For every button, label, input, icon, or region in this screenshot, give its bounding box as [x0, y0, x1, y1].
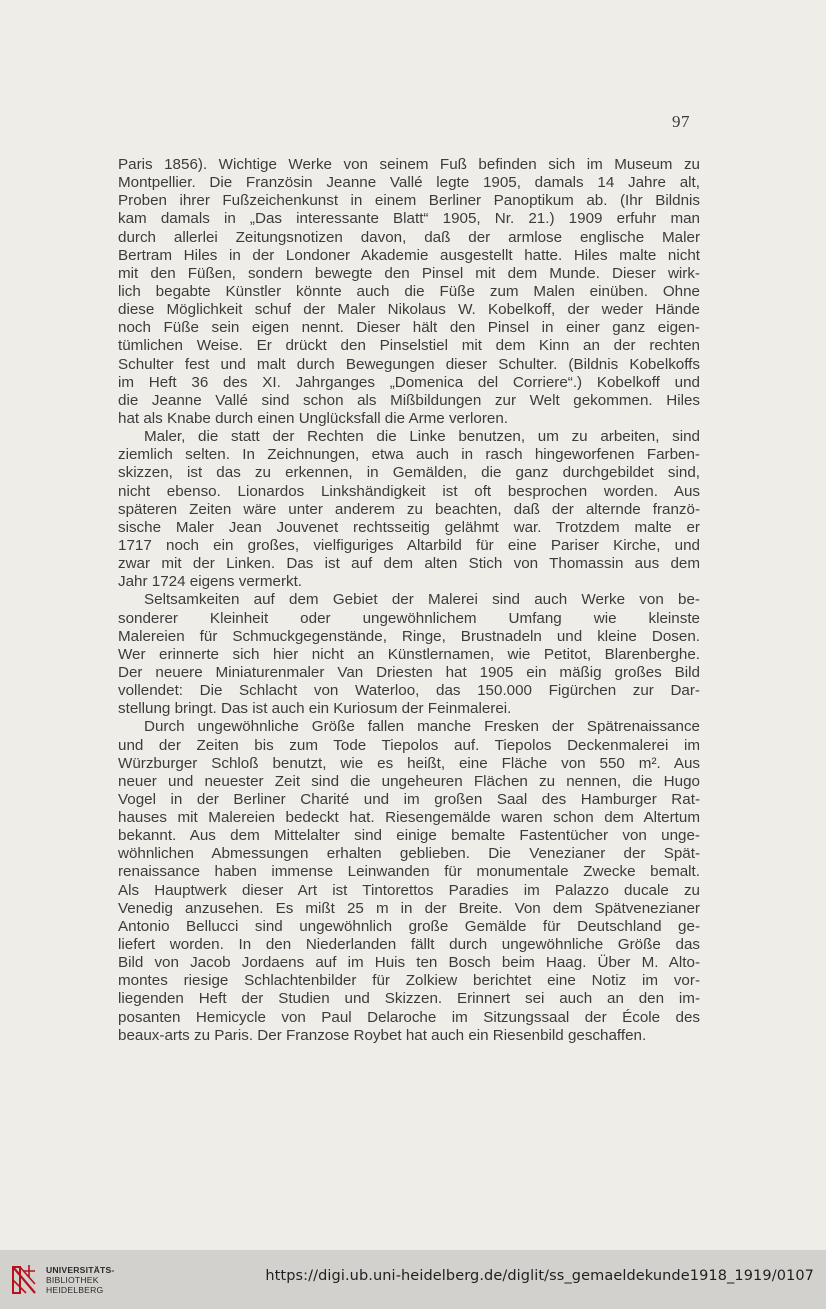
- text-line: neuer und neuester Zeit sind die ungeheuren Flächen zu nennen, die Hugo: [118, 772, 700, 790]
- text-line: Proben ihrer Fußzeichenkunst in einem Berliner Panoptikum ab. (Ihr Bildnis: [118, 192, 700, 210]
- text-line: lich begabte Künstler könnte auch die Füße zum Malen einüben. Ohne: [118, 282, 700, 300]
- text-line: posanten Hemicycle von Paul Delaroche im Sitzungssaal der École des: [118, 1008, 700, 1026]
- institution-line-3: HEIDELBERG: [46, 1285, 104, 1295]
- text-line: liegenden Heft der Studien und Skizzen. Erinnert sei auch an den im-: [118, 990, 700, 1008]
- text-line: durch allerlei Zeitungsnotizen davon, daß der armlose englische Maler: [118, 228, 700, 246]
- text-line: zwar mit der Linken. Das ist auf dem alten Stich von Thomassin aus dem: [118, 555, 700, 573]
- text-line: Schulter fest und malt durch Bewegungen dieser Schulter. (Bildnis Kobelkoffs: [118, 355, 700, 373]
- text-line: Bild von Jacob Jordaens auf im Huis ten Bosch beim Haag. Über M. Alto-: [118, 954, 700, 972]
- text-line: noch Füße sein eigen nennt. Dieser hält den Pinsel in einer ganz eigen-: [118, 319, 700, 337]
- text-line: Würzburger Schloß benutzt, wie es heißt, eine Fläche von 550 m². Aus: [118, 754, 700, 772]
- text-line: sonderer Kleinheit oder ungewöhnlichem Umfang wie kleinste: [118, 609, 700, 627]
- text-line: hat als Knabe durch einen Unglücksfall die Arme verloren.: [118, 409, 509, 427]
- text-line: Seltsamkeiten auf dem Gebiet der Malerei sind auch Werke von be-: [144, 591, 700, 609]
- page-number: 97: [672, 112, 690, 131]
- text-line: Paris 1856). Wichtige Werke von seinem Fuß befinden sich im Museum zu: [118, 156, 700, 173]
- text-line: tümlichen Weise. Er drückt den Pinselstiel mit dem Kinn an der rechten: [118, 337, 700, 355]
- text-line: Der neuere Miniaturenmaler Van Driesten hat 1905 ein mäßig großes Bild: [118, 663, 700, 681]
- body-text: [118, 156, 700, 1045]
- institution-line-1: UNIVERSITÄTS-: [46, 1265, 115, 1275]
- text-line: die Jeanne Vallé sind schon als Mißbildungen zur Welt gekommen. Hiles: [118, 391, 700, 409]
- text-line: Bertram Hiles in der Londoner Akademie ausgestellt hatte. Hiles malte nicht: [118, 246, 700, 264]
- text-line: im Heft 36 des XI. Jahrganges „Domenica del Corriere“.) Kobelkoff und: [118, 373, 700, 391]
- text-line: liefert worden. In den Niederlanden fällt durch ungewöhnliche Größe das: [118, 936, 700, 954]
- university-logo-icon: [10, 1262, 38, 1296]
- text-line: mit den Füßen, sondern bewegte den Pinsel mit dem Munde. Dieser wirk-: [118, 264, 700, 282]
- text-line: Antonio Bellucci sind ungewöhnlich große Gemälde für Deutschland ge-: [118, 917, 700, 935]
- text-line: kam damals in „Das interessante Blatt“ 1905, Nr. 21.) 1909 erfuhr man: [118, 210, 700, 228]
- text-line: Vogel in der Berliner Charité und im großen Saal des Hamburger Rat-: [118, 790, 700, 808]
- text-line: renaissance haben immense Leinwanden für monumentale Zwecke bemalt.: [118, 863, 700, 881]
- text-line: Wer erinnerte sich hier nicht an Künstlernamen, wie Petitot, Blarenberghe.: [118, 645, 700, 663]
- text-line: hauses mit Malereien bedeckt hat. Riesengemälde waren schon dem Altertum: [118, 809, 700, 827]
- text-line: Montpellier. Die Französin Jeanne Vallé legte 1905, damals 14 Jahre alt,: [118, 174, 700, 192]
- text-line: Maler, die statt der Rechten die Linke benutzen, um zu arbeiten, sind: [144, 428, 700, 446]
- text-line: Als Hauptwerk dieser Art ist Tintorettos Paradies im Palazzo ducale zu: [118, 881, 700, 899]
- text-line: vollendet: Die Schlacht von Waterloo, das 150.000 Figürchen zur Dar-: [118, 682, 700, 700]
- text-line: wöhnlichen Abmessungen erhalten geblieben. Die Venezianer der Spät-: [118, 845, 700, 863]
- text-line: ziemlich selten. In Zeichnungen, etwa auch in rasch hingeworfenen Farben-: [118, 446, 700, 464]
- institution-line-2: BIBLIOTHEK: [46, 1275, 99, 1285]
- text-line: späteren Zeiten wäre unter anderem zu beachten, daß der alternde franzö-: [118, 500, 700, 518]
- text-line: Malereien für Schmuckgegenstände, Ringe, Brustnadeln und kleine Dosen.: [118, 627, 700, 645]
- text-line: nicht ebenso. Lionardos Linkshändigkeit ist oft besprochen worden. Aus: [118, 482, 700, 500]
- text-line: stellung bringt. Das ist auch ein Kuriosum der Feinmalerei.: [118, 700, 512, 718]
- text-line: bekannt. Aus dem Mittelalter sind einige bemalte Fastentücher von unge-: [118, 827, 700, 845]
- source-url-link[interactable]: https://digi.ub.uni-heidelberg.de/diglit/ss_gemaeldekunde1918_1919/0107: [265, 1268, 814, 1284]
- institution-name: [46, 1265, 115, 1295]
- text-line: 1717 noch ein großes, vielfiguriges Altarbild für eine Pariser Kirche, und: [118, 536, 700, 554]
- text-line: montes riesige Schlachtenbilder für Zolkiew berichtet eine Notiz im vor-: [118, 972, 700, 990]
- text-line: beaux-arts zu Paris. Der Franzose Roybet hat auch ein Riesenbild geschaffen.: [118, 1026, 647, 1044]
- text-line: diese Möglichkeit schuf der Maler Nikolaus W. Kobelkoff, der weder Hände: [118, 301, 700, 319]
- text-line: Venedig anzusehen. Es mißt 25 m in der Breite. Von dem Spätvenezianer: [118, 899, 700, 917]
- text-line: und der Zeiten bis zum Tode Tiepolos auf. Tiepolos Deckenmalerei im: [118, 736, 700, 754]
- text-line: sische Maler Jean Jouvenet rechtsseitig gelähmt war. Trotzdem malte er: [118, 518, 700, 536]
- text-line: skizzen, ist das zu erkennen, in Gemälden, die ganz durchgebildet sind,: [118, 464, 700, 482]
- text-line: Jahr 1724 eigens vermerkt.: [118, 573, 303, 591]
- footer-bar: [0, 1250, 826, 1309]
- text-line: Durch ungewöhnliche Größe fallen manche Fresken der Spätrenaissance: [144, 718, 700, 736]
